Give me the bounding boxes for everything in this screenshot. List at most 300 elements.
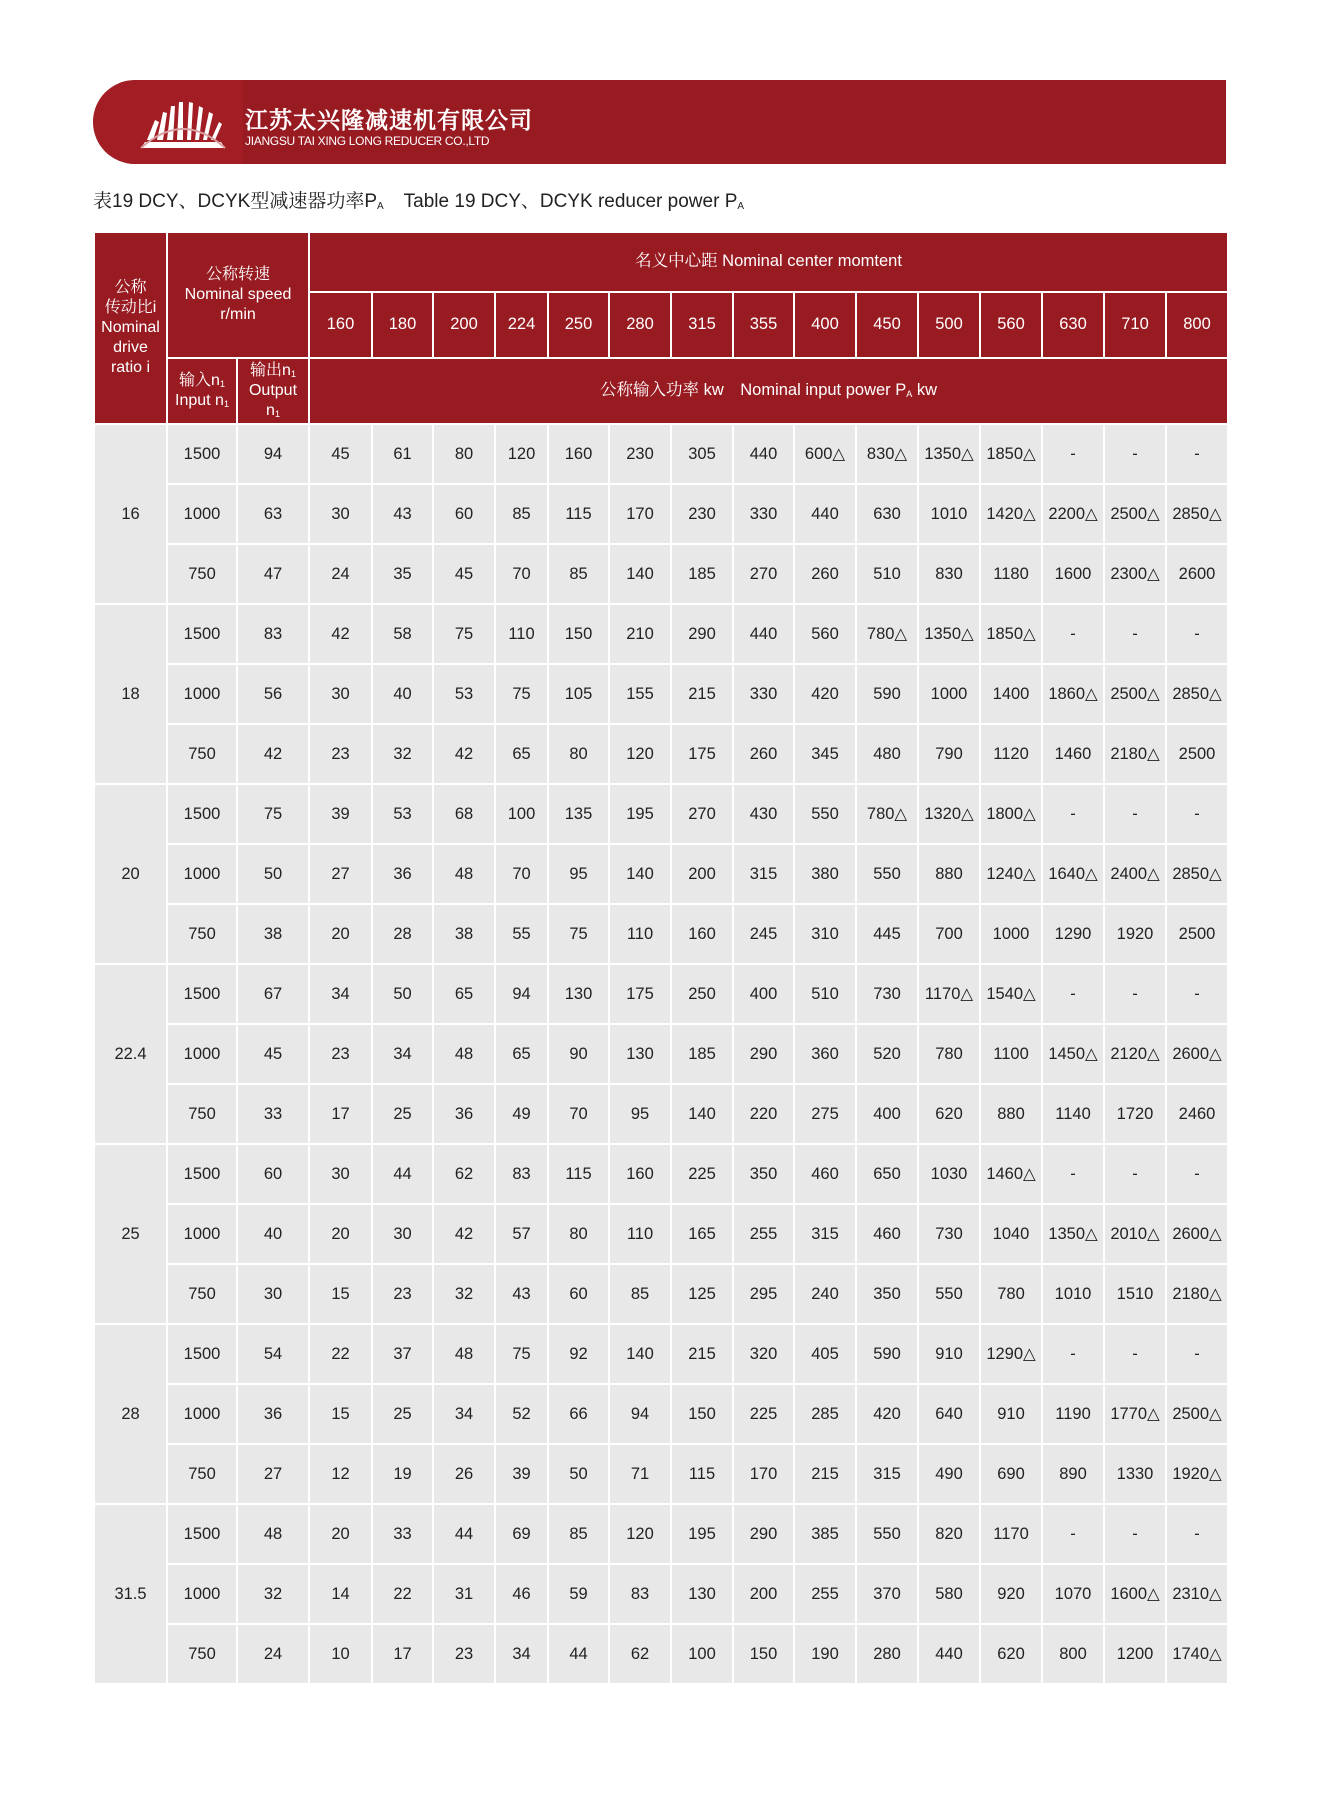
power-cell: 730 [856, 964, 918, 1024]
power-cell: 150 [671, 1384, 733, 1444]
power-cell: 34 [495, 1624, 548, 1684]
power-cell: 175 [671, 724, 733, 784]
power-cell: 780△ [856, 784, 918, 844]
power-cell: 61 [372, 424, 433, 484]
power-cell: 430 [733, 784, 794, 844]
power-cell: 285 [794, 1384, 856, 1444]
speed-header: 公称转速 Nominal speed r/min [167, 232, 309, 358]
power-cell: 20 [309, 904, 372, 964]
center-distance-355: 355 [733, 292, 794, 358]
power-cell: 560 [794, 604, 856, 664]
power-cell: 140 [609, 844, 671, 904]
power-cell: 620 [918, 1084, 980, 1144]
power-cell: 94 [495, 964, 548, 1024]
power-cell: 360 [794, 1024, 856, 1084]
power-cell: 800 [1042, 1624, 1104, 1684]
power-cell: 59 [548, 1564, 609, 1624]
power-cell: 185 [671, 1024, 733, 1084]
power-cell: 57 [495, 1204, 548, 1264]
power-cell: - [1104, 1504, 1166, 1564]
power-cell: 30 [309, 664, 372, 724]
power-cell: 170 [733, 1444, 794, 1504]
power-cell: 85 [548, 544, 609, 604]
power-cell: 270 [733, 544, 794, 604]
power-cell: 370 [856, 1564, 918, 1624]
power-cell: 46 [495, 1564, 548, 1624]
table-row [94, 1264, 1228, 1324]
power-cell: 65 [495, 1024, 548, 1084]
output-speed-cell: 24 [237, 1624, 309, 1684]
power-cell: 80 [548, 1204, 609, 1264]
power-cell: 1640△ [1042, 844, 1104, 904]
power-cell: 53 [372, 784, 433, 844]
power-cell: 42 [433, 724, 495, 784]
power-cell: 10 [309, 1624, 372, 1684]
power-cell: 215 [794, 1444, 856, 1504]
output-speed-cell: 27 [237, 1444, 309, 1504]
input-speed-cell: 1000 [167, 1564, 237, 1624]
power-cell: 440 [918, 1624, 980, 1684]
power-cell: 28 [372, 904, 433, 964]
power-cell: 15 [309, 1264, 372, 1324]
power-cell: 140 [671, 1084, 733, 1144]
power-cell: 65 [433, 964, 495, 1024]
power-cell: 43 [495, 1264, 548, 1324]
power-cell: 1120 [980, 724, 1042, 784]
ratio-cell: 28 [94, 1324, 167, 1504]
power-cell: 220 [733, 1084, 794, 1144]
power-cell: 880 [980, 1084, 1042, 1144]
power-cell: 1010 [1042, 1264, 1104, 1324]
power-cell: 50 [548, 1444, 609, 1504]
power-cell: 2850△ [1166, 484, 1228, 544]
company-name-cn: 江苏太兴隆减速机有限公司 [245, 107, 533, 133]
power-cell: 24 [309, 544, 372, 604]
table-row [94, 1024, 1228, 1084]
ratio-cell: 20 [94, 784, 167, 964]
center-distance-224: 224 [495, 292, 548, 358]
power-cell: 910 [918, 1324, 980, 1384]
power-cell: 23 [309, 1024, 372, 1084]
input-speed-cell: 750 [167, 544, 237, 604]
table-row [94, 424, 1228, 484]
center-distance-500: 500 [918, 292, 980, 358]
power-cell: 35 [372, 544, 433, 604]
power-cell: 36 [372, 844, 433, 904]
caption-cn-sub: A [377, 201, 384, 212]
power-cell: 130 [671, 1564, 733, 1624]
power-cell: 175 [609, 964, 671, 1024]
power-cell: 305 [671, 424, 733, 484]
power-cell: 2200△ [1042, 484, 1104, 544]
power-cell: 23 [433, 1624, 495, 1684]
table-row [94, 904, 1228, 964]
power-cell: - [1104, 604, 1166, 664]
power-cell: 890 [1042, 1444, 1104, 1504]
power-cell: 550 [856, 1504, 918, 1564]
power-cell: 270 [671, 784, 733, 844]
power-cell: 70 [495, 544, 548, 604]
power-cell: 255 [794, 1564, 856, 1624]
power-cell: 730 [918, 1204, 980, 1264]
power-cell: 71 [609, 1444, 671, 1504]
power-cell: 2300△ [1104, 544, 1166, 604]
power-cell: 510 [856, 544, 918, 604]
power-cell: 1100 [980, 1024, 1042, 1084]
power-cell: - [1166, 1324, 1228, 1384]
power-cell: 1170△ [918, 964, 980, 1024]
center-distance-710: 710 [1104, 292, 1166, 358]
power-cell: 110 [609, 904, 671, 964]
power-cell: 185 [671, 544, 733, 604]
power-cell: 20 [309, 1504, 372, 1564]
power-cell: 70 [495, 844, 548, 904]
power-cell: 94 [609, 1384, 671, 1444]
power-cell: 44 [548, 1624, 609, 1684]
power-cell: 1600 [1042, 544, 1104, 604]
power-cell: 30 [372, 1204, 433, 1264]
center-distance-180: 180 [372, 292, 433, 358]
power-cell: 2600△ [1166, 1204, 1228, 1264]
power-cell: 150 [733, 1624, 794, 1684]
power-cell: 26 [433, 1444, 495, 1504]
table-row [94, 1084, 1228, 1144]
power-cell: 400 [856, 1084, 918, 1144]
power-cell: 600△ [794, 424, 856, 484]
power-cell: 1850△ [980, 604, 1042, 664]
power-cell: 30 [309, 484, 372, 544]
power-cell: 25 [372, 1384, 433, 1444]
power-cell: 310 [794, 904, 856, 964]
power-cell: 400 [733, 964, 794, 1024]
power-cell: 37 [372, 1324, 433, 1384]
table-row [94, 1204, 1228, 1264]
output-speed-cell: 56 [237, 664, 309, 724]
power-cell: 31 [433, 1564, 495, 1624]
power-cell: 580 [918, 1564, 980, 1624]
power-cell: 12 [309, 1444, 372, 1504]
power-cell: 330 [733, 664, 794, 724]
power-cell: 1170 [980, 1504, 1042, 1564]
power-cell: 1240△ [980, 844, 1042, 904]
power-cell: 27 [309, 844, 372, 904]
power-cell: - [1104, 784, 1166, 844]
input-speed-cell: 1500 [167, 1504, 237, 1564]
power-cell: 60 [548, 1264, 609, 1324]
input-speed-cell: 1000 [167, 484, 237, 544]
power-cell: 1400 [980, 664, 1042, 724]
center-distance-200: 200 [433, 292, 495, 358]
input-speed-cell: 750 [167, 1444, 237, 1504]
power-cell: 2500△ [1104, 484, 1166, 544]
power-cell: 2310△ [1166, 1564, 1228, 1624]
power-cell: 30 [309, 1144, 372, 1204]
power-cell: - [1166, 964, 1228, 1024]
power-cell: 160 [548, 424, 609, 484]
input-speed-cell: 1000 [167, 1024, 237, 1084]
table-row [94, 1444, 1228, 1504]
input-speed-cell: 750 [167, 904, 237, 964]
input-speed-cell: 1000 [167, 664, 237, 724]
power-cell: 1010 [918, 484, 980, 544]
power-cell: 53 [433, 664, 495, 724]
power-cell: 320 [733, 1324, 794, 1384]
power-cell: 445 [856, 904, 918, 964]
power-cell: 25 [372, 1084, 433, 1144]
power-cell: 49 [495, 1084, 548, 1144]
power-cell: 550 [918, 1264, 980, 1324]
power-cell: 1290△ [980, 1324, 1042, 1384]
power-cell: 215 [671, 1324, 733, 1384]
power-cell: 115 [671, 1444, 733, 1504]
center-distance-header: 名义中心距 Nominal center momtent [309, 232, 1228, 292]
power-cell: 125 [671, 1264, 733, 1324]
power-cell: 440 [733, 604, 794, 664]
power-cell: 640 [918, 1384, 980, 1444]
power-cell: 115 [548, 484, 609, 544]
caption-en: Table 19 DCY、DCYK reducer power P [403, 191, 738, 212]
power-cell: 630 [856, 484, 918, 544]
power-cell: 460 [856, 1204, 918, 1264]
power-cell: 22 [372, 1564, 433, 1624]
power-cell: 1350△ [1042, 1204, 1104, 1264]
power-cell: 480 [856, 724, 918, 784]
power-cell: 44 [433, 1504, 495, 1564]
input-speed-cell: 1000 [167, 844, 237, 904]
center-distance-160: 160 [309, 292, 372, 358]
power-cell: 2500 [1166, 904, 1228, 964]
ratio-cell: 18 [94, 604, 167, 784]
table-row [94, 1324, 1228, 1384]
power-cell: 23 [372, 1264, 433, 1324]
power-cell: 215 [671, 664, 733, 724]
power-cell: - [1042, 1144, 1104, 1204]
power-cell: 2600△ [1166, 1024, 1228, 1084]
power-cell: 40 [372, 664, 433, 724]
power-cell: 1420△ [980, 484, 1042, 544]
power-cell: 1140 [1042, 1084, 1104, 1144]
power-cell: 1070 [1042, 1564, 1104, 1624]
ratio-cell: 25 [94, 1144, 167, 1324]
power-cell: 330 [733, 484, 794, 544]
power-cell: 135 [548, 784, 609, 844]
input-speed-cell: 750 [167, 1264, 237, 1324]
table-row [94, 844, 1228, 904]
power-cell: 290 [733, 1504, 794, 1564]
center-distance-560: 560 [980, 292, 1042, 358]
power-cell: 210 [609, 604, 671, 664]
power-cell: 350 [733, 1144, 794, 1204]
power-cell: 385 [794, 1504, 856, 1564]
output-speed-cell: 50 [237, 844, 309, 904]
power-cell: 70 [548, 1084, 609, 1144]
power-cell: 62 [433, 1144, 495, 1204]
table-row [94, 1504, 1228, 1564]
power-cell: 910 [980, 1384, 1042, 1444]
output-speed-cell: 33 [237, 1084, 309, 1144]
output-speed-cell: 40 [237, 1204, 309, 1264]
power-cell: 44 [372, 1144, 433, 1204]
power-cell: 650 [856, 1144, 918, 1204]
power-cell: 2500△ [1104, 664, 1166, 724]
power-cell: 245 [733, 904, 794, 964]
power-cell: 1540△ [980, 964, 1042, 1024]
power-cell: 1460△ [980, 1144, 1042, 1204]
power-cell: 110 [495, 604, 548, 664]
output-speed-cell: 60 [237, 1144, 309, 1204]
power-cell: 95 [548, 844, 609, 904]
power-cell: 115 [548, 1144, 609, 1204]
power-cell: - [1166, 784, 1228, 844]
power-cell: 1450△ [1042, 1024, 1104, 1084]
power-cell: 80 [548, 724, 609, 784]
power-cell: 50 [372, 964, 433, 1024]
power-cell: 290 [671, 604, 733, 664]
power-cell: 52 [495, 1384, 548, 1444]
power-cell: 95 [609, 1084, 671, 1144]
table-row [94, 1144, 1228, 1204]
power-cell: 1350△ [918, 604, 980, 664]
caption-cn: 表19 DCY、DCYK型减速器功率P [93, 191, 377, 212]
power-cell: 230 [671, 484, 733, 544]
power-cell: 190 [794, 1624, 856, 1684]
power-cell: 920 [980, 1564, 1042, 1624]
power-cell: 830 [918, 544, 980, 604]
power-cell: - [1042, 784, 1104, 844]
power-cell: 36 [433, 1084, 495, 1144]
power-cell: 1190 [1042, 1384, 1104, 1444]
nominal-power-header: 公称输入功率 kw Nominal input power $P_A$ kw [309, 358, 1228, 424]
power-cell: 90 [548, 1024, 609, 1084]
table-caption [93, 186, 744, 213]
input-speed-cell: 750 [167, 724, 237, 784]
power-cell: 1000 [918, 664, 980, 724]
power-cell: - [1166, 604, 1228, 664]
power-cell: 1180 [980, 544, 1042, 604]
power-cell: 48 [433, 1024, 495, 1084]
power-cell: 830△ [856, 424, 918, 484]
center-distance-630: 630 [1042, 292, 1104, 358]
power-cell: 295 [733, 1264, 794, 1324]
power-cell: 60 [433, 484, 495, 544]
output-speed-cell: 54 [237, 1324, 309, 1384]
power-table [93, 231, 1229, 1685]
power-cell: - [1166, 1144, 1228, 1204]
power-cell: 315 [733, 844, 794, 904]
power-cell: 2010△ [1104, 1204, 1166, 1264]
power-cell: 2500 [1166, 724, 1228, 784]
power-cell: 1320△ [918, 784, 980, 844]
power-cell: 520 [856, 1024, 918, 1084]
power-cell: 2120△ [1104, 1024, 1166, 1084]
table-row [94, 604, 1228, 664]
power-cell: 620 [980, 1624, 1042, 1684]
power-cell: 48 [433, 844, 495, 904]
power-cell: 1920 [1104, 904, 1166, 964]
power-cell: 1770△ [1104, 1384, 1166, 1444]
power-cell: 780△ [856, 604, 918, 664]
header-banner [93, 80, 1226, 164]
power-cell: 165 [671, 1204, 733, 1264]
output-speed-cell: 83 [237, 604, 309, 664]
power-cell: 290 [733, 1024, 794, 1084]
input-speed-header: 输入$n_1$ Input $n_1$ [167, 358, 237, 424]
center-distance-450: 450 [856, 292, 918, 358]
power-cell: 225 [671, 1144, 733, 1204]
caption-en-sub: A [737, 201, 745, 212]
company-logo-icon [133, 90, 233, 154]
power-cell: 2500△ [1166, 1384, 1228, 1444]
power-cell: 230 [609, 424, 671, 484]
input-speed-cell: 1000 [167, 1204, 237, 1264]
ratio-cell: 16 [94, 424, 167, 604]
input-speed-cell: 1500 [167, 1144, 237, 1204]
power-cell: 1600△ [1104, 1564, 1166, 1624]
power-cell: 150 [548, 604, 609, 664]
power-cell: - [1104, 1324, 1166, 1384]
power-cell: 75 [495, 1324, 548, 1384]
power-cell: 17 [309, 1084, 372, 1144]
power-cell: 260 [733, 724, 794, 784]
power-cell: 160 [671, 904, 733, 964]
power-cell: 85 [609, 1264, 671, 1324]
power-cell: 440 [733, 424, 794, 484]
power-cell: - [1166, 1504, 1228, 1564]
power-cell: - [1042, 604, 1104, 664]
power-cell: 85 [495, 484, 548, 544]
power-cell: 1740△ [1166, 1624, 1228, 1684]
power-cell: - [1166, 424, 1228, 484]
power-cell: 405 [794, 1324, 856, 1384]
power-cell: 23 [309, 724, 372, 784]
power-cell: 690 [980, 1444, 1042, 1504]
power-cell: 820 [918, 1504, 980, 1564]
power-cell: 225 [733, 1384, 794, 1444]
center-distance-280: 280 [609, 292, 671, 358]
power-cell: 66 [548, 1384, 609, 1444]
power-cell: 48 [433, 1324, 495, 1384]
power-cell: 34 [309, 964, 372, 1024]
power-cell: 2400△ [1104, 844, 1166, 904]
power-cell: 1800△ [980, 784, 1042, 844]
power-cell: 880 [918, 844, 980, 904]
power-cell: 140 [609, 1324, 671, 1384]
power-cell: 1920△ [1166, 1444, 1228, 1504]
power-cell: 105 [548, 664, 609, 724]
power-cell: 780 [918, 1024, 980, 1084]
output-speed-cell: 45 [237, 1024, 309, 1084]
power-cell: - [1042, 424, 1104, 484]
power-cell: 1030 [918, 1144, 980, 1204]
power-cell: 130 [609, 1024, 671, 1084]
input-speed-cell: 1500 [167, 784, 237, 844]
power-cell: 85 [548, 1504, 609, 1564]
power-cell: 255 [733, 1204, 794, 1264]
power-cell: 1720 [1104, 1084, 1166, 1144]
input-speed-cell: 1500 [167, 964, 237, 1024]
power-cell: 15 [309, 1384, 372, 1444]
power-cell: 345 [794, 724, 856, 784]
power-cell: 45 [309, 424, 372, 484]
power-cell: 130 [548, 964, 609, 1024]
center-distance-800: 800 [1166, 292, 1228, 358]
power-cell: 260 [794, 544, 856, 604]
output-speed-cell: 67 [237, 964, 309, 1024]
power-cell: 275 [794, 1084, 856, 1144]
table-row [94, 1384, 1228, 1444]
power-cell: 110 [609, 1204, 671, 1264]
power-cell: 200 [671, 844, 733, 904]
